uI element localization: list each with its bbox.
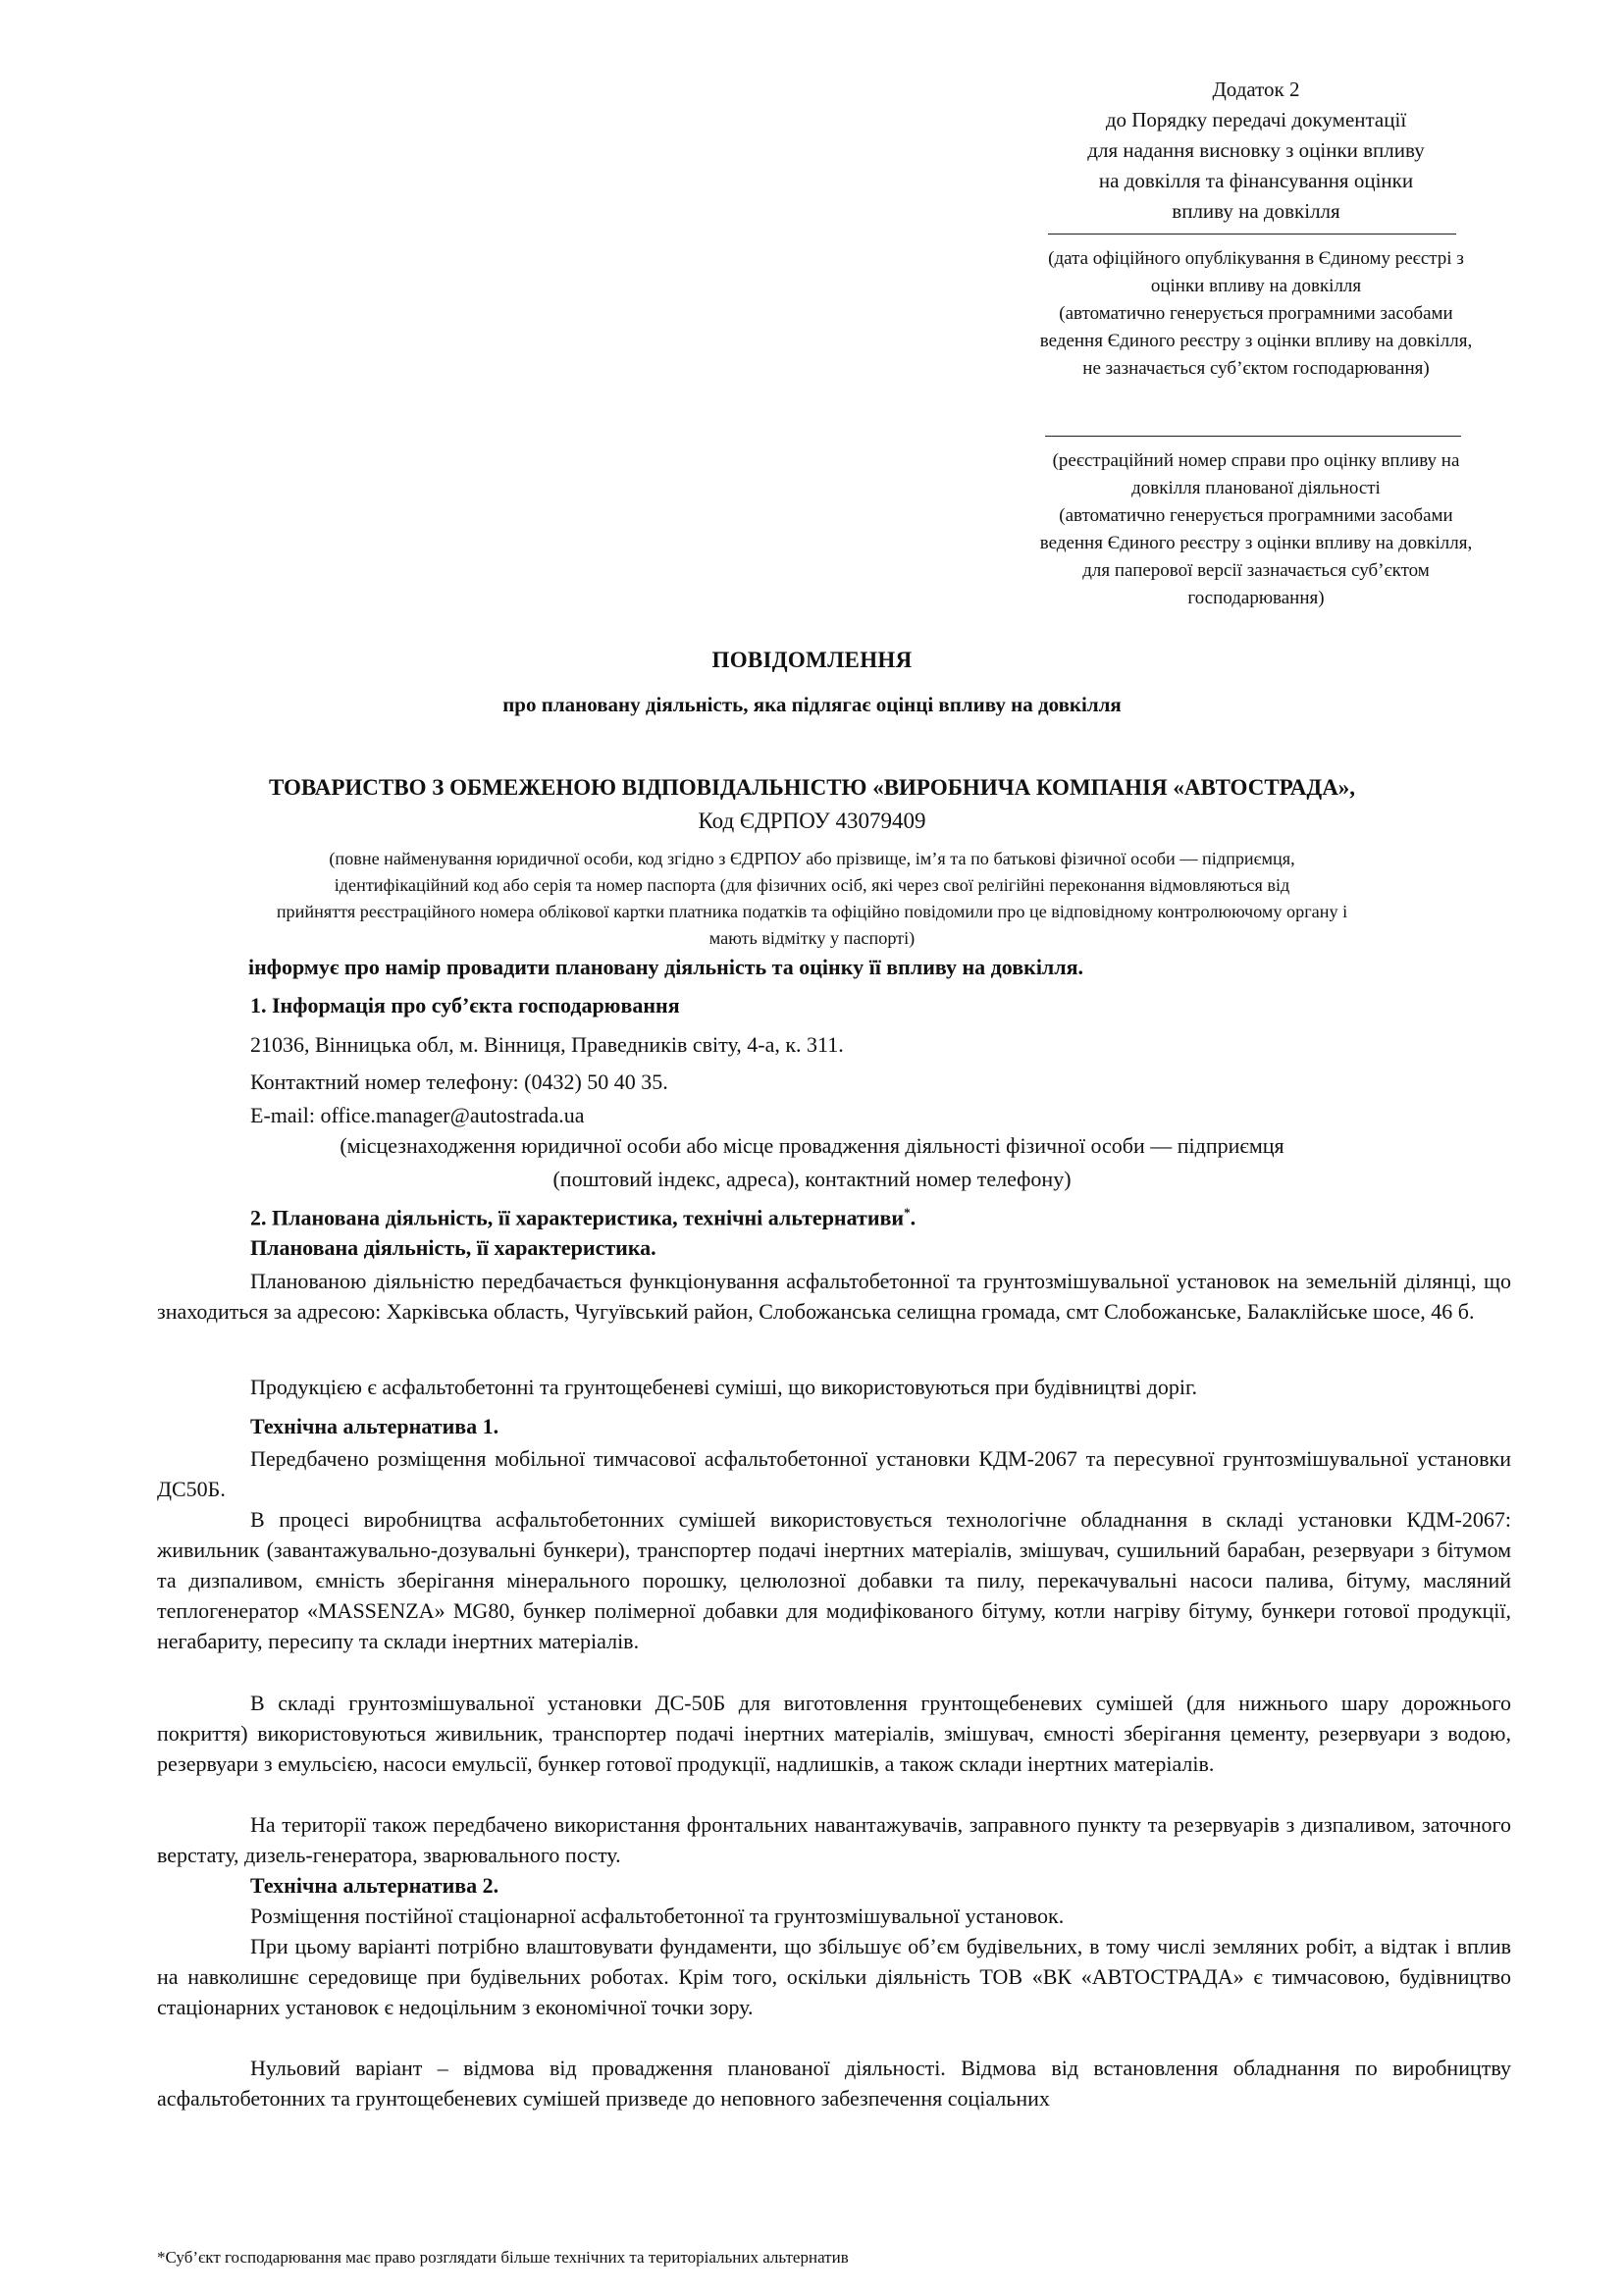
annex-line: до Порядку передачі документації [1105, 108, 1407, 131]
alternative1-paragraph-3: В складі грунтозмішувальної установки ДС-50Б для виготовлення грунтощебеневих сумішей (для нижнього шару дорожнього покриття) використовуються живильник, транспортер подачі інертних матеріалів, змішувач, ємності зберігання цементу, резервуари з водою, резервуари з емульсією, насоси емульсії, бункер готової продукції, надлишків, а також склади інертних матеріалів. [157, 1691, 1511, 1776]
company-code: Код ЄДРПОУ 43079409 [698, 808, 926, 833]
alternative2-heading: Технічна альтернатива 2. [250, 1873, 499, 1898]
section1-heading: 1. Інформація про суб’єкта господарювання [250, 993, 680, 1017]
annex-header [1001, 75, 1511, 227]
section2-heading [250, 1197, 916, 1232]
date-note [991, 245, 1521, 383]
registration-note [991, 447, 1521, 612]
date-note-line: оцінки впливу на довкілля [1150, 276, 1362, 296]
annex-line: для надання висновку з оцінки впливу [1087, 138, 1425, 162]
footnote-mark: * [904, 1205, 911, 1220]
reg-note-line: господарювання) [1187, 588, 1325, 608]
explanation-line: мають відмітку у паспорті) [708, 928, 916, 948]
annex-line: Додаток 2 [1212, 78, 1300, 101]
footnote: *Суб’єкт господарювання має право розглядати більше технічних та територіальних альтернатив [157, 2248, 849, 2267]
reg-note-line: (автоматично генерується програмними засобами [1059, 505, 1453, 526]
alternative1-paragraph-2: В процесі виробництва асфальтобетонних сумішей використовується технологічне обладнання в складі установки КДМ-2067: живильник (завантажувально-дозувальні бункери), транспортер подачі інертних матеріалів, змішувач, сушильний барабан, резервуари з бітумом та дизпаливом, ємність зберігання мінерального порошку, целюлозної добавки та пилу, перекачувальні насоси палива, бітуму, масляний теплогенератор «MASSENZA» MG80, бункер полімерної добавки для модифікованого бітуму, котли нагріву бітуму, бункери готової продукції, негабариту, пересипу та склади інертних матеріалів. [157, 1507, 1511, 1653]
planned-activity-heading: Планована діяльність, її характеристика. [250, 1235, 656, 1260]
location-note-1: (місцезнаходження юридичної особи або місце провадження діяльності фізичної особи — підприємця [340, 1133, 1284, 1158]
explanation-line: (повне найменування юридичної особи, код згідно з ЄДРПОУ або прізвище, ім’я та по батькові фізичної особи — підприємця, [329, 849, 1295, 868]
reg-note-line: для паперової версії зазначається суб’єктом [1082, 560, 1430, 581]
date-note-line: (дата офіційного опублікування в Єдиному реєстрі з [1048, 248, 1464, 269]
alternative2-paragraph-2: При цьому варіанті потрібно влаштовувати фундаменти, що збільшує об’єм будівельних, в тому числі земляних робіт, а відтак і вплив на навколишнє середовище при будівельних роботах. Крім того, оскільки діяльність ТОВ «ВК «АВТОСТРАДА» є тимчасовою, будівництво стаціонарних установок є недоцільним з економічної точки зору. [157, 1934, 1511, 2019]
alternative1-paragraph-1: Передбачено розміщення мобільної тимчасової асфальтобетонної установки КДМ-2067 та пересувної грунтозмішувальної установки ДС50Б. [157, 1446, 1511, 1501]
reg-note-line: довкілля планованої діяльності [1131, 478, 1381, 498]
date-note-line: (автоматично генерується програмними засобами [1059, 303, 1453, 324]
explanation-line: ідентифікаційний код або серія та номер паспорта (для фізичних осіб, які через свої релігійні переконання відмовляються від [334, 875, 1290, 895]
date-note-line: не зазначається суб’єктом господарювання) [1082, 358, 1430, 379]
reg-note-line: (реєстраційний номер справи про оцінку впливу на [1052, 450, 1460, 471]
reg-note-line: ведення Єдиного реєстру з оцінки впливу на довкілля, [1039, 533, 1473, 553]
company-explanation [167, 846, 1457, 952]
alternative2-paragraph-1: Розміщення постійної стаціонарної асфальтобетонної та грунтозмішувальної установок. [250, 1904, 1065, 1928]
section2-heading-text: 2. Планована діяльність, її характеристика, технічні альтернативи [250, 1205, 905, 1230]
date-note-line: ведення Єдиного реєстру з оцінки впливу на довкілля, [1039, 331, 1473, 351]
location-note-2: (поштовий індекс, адреса), контактний номер телефону) [552, 1167, 1072, 1191]
informs-statement: інформує про намір провадити плановану діяльність та оцінку її впливу на довкілля. [248, 955, 1084, 979]
company-email: E-mail: office.manager@autostrada.ua [250, 1103, 585, 1127]
section2-heading-end: . [910, 1205, 917, 1230]
planned-activity-paragraph: Планованою діяльністю передбачається функціонування асфальтобетонної та грунтозмішувальної установок на земельній ділянці, що знаходиться за адресою: Харківська область, Чугуївський район, Слобожанська селищна громада, смт Слобожанське, Балаклійське шосе, 46 б. [157, 1269, 1511, 1324]
company-phone: Контактний номер телефону: (0432) 50 40 35. [250, 1069, 668, 1094]
annex-line: впливу на довкілля [1172, 199, 1340, 223]
document-title: ПОВІДОМЛЕННЯ [711, 648, 913, 672]
company-name: ТОВАРИСТВО З ОБМЕЖЕНОЮ ВІДПОВІДАЛЬНІСТЮ «ВИРОБНИЧА КОМПАНІЯ «АВТОСТРАДА», [268, 775, 1356, 800]
alternative1-heading: Технічна альтернатива 1. [250, 1414, 499, 1438]
annex-line: на довкілля та фінансування оцінки [1098, 169, 1414, 192]
company-address: 21036, Вінницька обл, м. Вінниця, Праведників світу, 4-а, к. 311. [250, 1032, 844, 1057]
registration-number-line [1045, 436, 1461, 437]
document-subtitle: про плановану діяльність, яка підлягає оцінці впливу на довкілля [502, 693, 1122, 716]
explanation-line: прийняття реєстраційного номера облікової картки платника податків та офіційно повідомили про це відповідному контролюючому органу і [276, 902, 1348, 921]
products-paragraph: Продукцією є асфальтобетонні та грунтощебеневі суміші, що використовуються при будівництві доріг. [250, 1375, 1198, 1399]
zero-alternative-paragraph: Нульовий варіант – відмова від провадження планованої діяльності. Відмова від встановлення обладнання по виробництву асфальтобетонних та грунтощебеневих сумішей призведе до неповного забезпечення соціальних [157, 2056, 1511, 2111]
date-signature-line [1048, 234, 1456, 235]
alternative1-paragraph-4: На території також передбачено використання фронтальних навантажувачів, заправного пункту та резервуарів з дизпаливом, заточного верстату, дизель-генератора, зварювального посту. [157, 1812, 1511, 1867]
